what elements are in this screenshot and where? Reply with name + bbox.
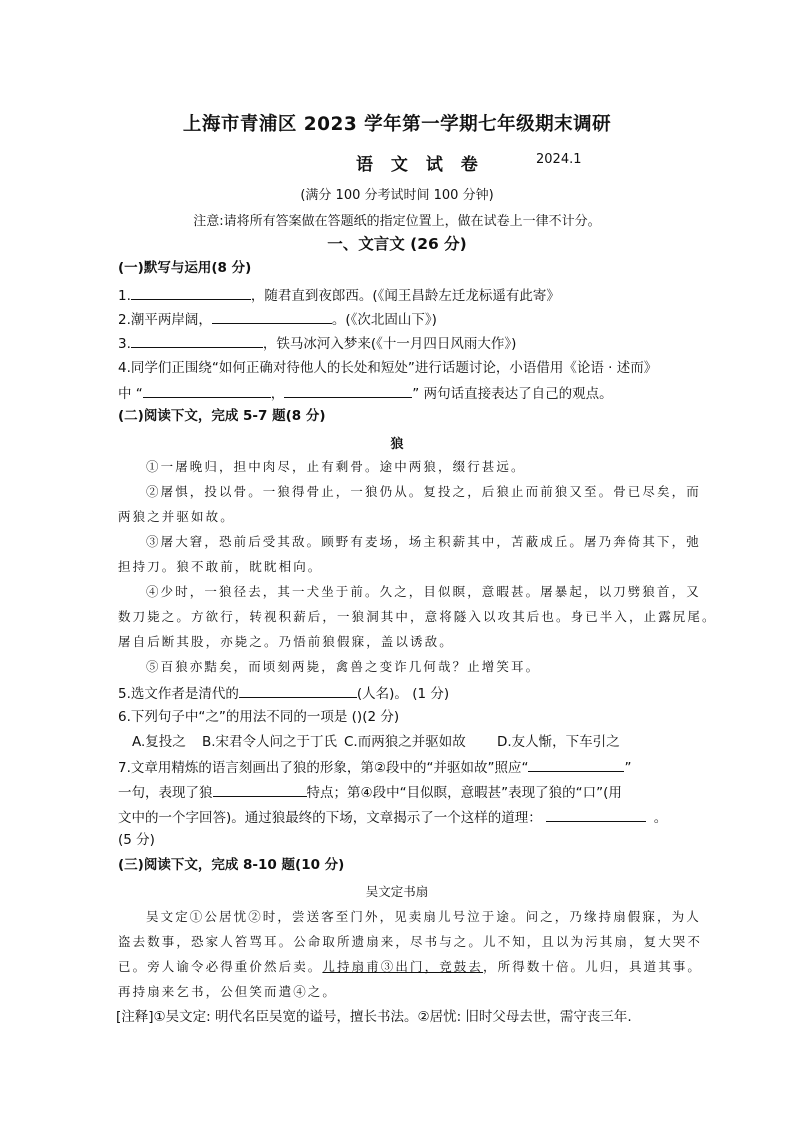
q7-line3-prefix: 文中的一个字回答)。通过狼最终的下场，文章揭示了一个这样的道理： (118, 810, 542, 826)
answer-blank[interactable] (284, 383, 412, 398)
q2-suffix: 。(《次北固山下》) (331, 312, 437, 328)
question-7-score: (5 分) (118, 832, 155, 848)
exam-subtitle: 语 文 试 卷 (356, 155, 484, 175)
option-b[interactable]: B.宋君令人问之于丁氏 (202, 734, 338, 750)
question-3 (118, 333, 516, 353)
part2-heading: (二)阅读下文，完成 5-7 题(8 分) (118, 408, 326, 424)
passage2-line3-c: ，所得数十倍。儿归，具道其事。 (483, 959, 703, 974)
answer-blank[interactable] (239, 683, 357, 698)
passage-title: 狼 (390, 437, 404, 452)
passage-line: ③屠大窘，恐前后受其敌。顾野有麦场，场主积薪其中，苫蔽成丘。屠乃奔倚其下，弛 (146, 534, 701, 549)
q4-prefix: 中 “ (118, 386, 143, 402)
section-heading: 一、文言文 (26 分) (327, 235, 467, 253)
q3-number: 3. (118, 336, 131, 352)
annotation-note: [注释]①吴文定: 明代名臣吴宽的谥号，擅长书法。②居忧: 旧时父母去世，需守丧三年. (116, 1009, 632, 1025)
question-1 (118, 285, 560, 305)
passage-line: 担持刀。狼不敢前，眈眈相向。 (118, 559, 323, 574)
score-note: (满分 100 分考试时间 100 分钟) (300, 188, 494, 203)
q1-text: ，随君直到夜郎西。(《闻王昌龄左迁龙标遥有此寄》 (250, 288, 560, 304)
q7-line2-suffix: 特点；第④段中“目似瞑，意暇甚”表现了狼的“口”(用 (306, 785, 622, 801)
passage-line: 数刀毙之。方欲行，转视积薪后，一狼洞其中，意将隧入以攻其后也。身已半入，止露尻尾。 (118, 609, 717, 624)
q1-number: 1. (118, 288, 131, 304)
passage-line: ④少时，一狼径去，其一犬坐于前。久之，目似瞑，意暇甚。屠暴起，以刀劈狼首，又 (146, 584, 701, 599)
passage-line: ⑤百狼亦黠矣，而顷刻两毙，禽兽之变诈几何哉？止增笑耳。 (146, 659, 541, 674)
question-6: 6.下列句子中“之”的用法不同的一项是 ()(2 分) (118, 709, 400, 725)
q7-line1-prefix: 7.文章用精炼的语言刻画出了狼的形象，第②段中的“并驱如故”照应“ (118, 760, 529, 776)
option-a[interactable]: A.复投之 (132, 734, 186, 750)
question-5 (118, 683, 449, 703)
exam-title: 上海市青浦区 2023 学年第一学期七年级期末调研 (182, 114, 612, 135)
part3-heading: (三)阅读下文，完成 8-10 题(10 分) (118, 857, 345, 873)
q2-text: 2.潮平两岸阔， (118, 312, 212, 328)
exam-date: 2024.1 (536, 152, 582, 167)
question-4-line-1: 4.同学们正围绕“如何正确对待他人的长处和短处”进行话题讨论，小语借用《论语 · 述而》 (118, 360, 658, 376)
q7-line1-suffix: ” (624, 760, 632, 776)
part1-heading: (一)默写与运用(8 分) (118, 260, 252, 276)
answer-blank[interactable] (212, 309, 332, 324)
option-d[interactable]: D.友人惭，下车引之 (497, 734, 620, 750)
q5-suffix: (人名)。 (1 分) (356, 686, 450, 702)
notice: 注意:请将所有答案做在答题纸的指定位置上，做在试卷上一律不计分。 (193, 214, 601, 229)
passage2-line: 盗去数事，恐家人笞骂耳。公命取所遗扇来，尽书与之。儿不知，且以为污其扇，复大哭不 (118, 934, 703, 949)
passage2-line3-a: 已。旁人谕令必得重价然后卖。 (118, 959, 323, 974)
answer-blank[interactable] (213, 782, 307, 797)
question-4-line-2 (118, 383, 613, 403)
question-7-line-3 (118, 807, 667, 827)
answer-blank[interactable] (131, 333, 263, 348)
passage-line: 两狼之并驱如故。 (118, 509, 235, 524)
passage-line: ②屠惧，投以骨。一狼得骨止，一狼仍从。复投之，后狼止而前狼又至。骨已尽矣，而 (146, 484, 701, 499)
passage2-line: 再持扇来乞书，公但笑而遣④之。 (118, 984, 338, 999)
question-2 (118, 309, 437, 329)
q4-mid: ， (270, 386, 285, 402)
passage-line: 屠自后断其股，亦毙之。乃悟前狼假寐，盖以诱敌。 (118, 634, 454, 649)
question-6-options (132, 733, 620, 751)
question-7-line-1 (118, 757, 631, 777)
passage2-line (118, 958, 702, 976)
answer-blank[interactable] (131, 285, 251, 300)
q3-text: ，铁马冰河入梦来(《十一月四日风雨大作》) (262, 336, 517, 352)
answer-blank[interactable] (528, 757, 624, 772)
passage2-line: 吴文定①公居忧②时，尝送客至门外，见卖扇儿号泣于途。问之，乃缘持扇假寐，为人 (146, 909, 701, 924)
q4-suffix: ” 两句话直接表达了自己的观点。 (412, 386, 613, 402)
passage2-title: 吴文定书扇 (365, 884, 429, 899)
q5-prefix: 5.选文作者是清代的 (118, 686, 239, 702)
question-7-line-2 (118, 782, 622, 802)
passage-line: ①一屠晚归，担中肉尽，止有剩骨。途中两狼，缀行甚远。 (146, 459, 526, 474)
answer-blank[interactable] (143, 383, 271, 398)
answer-blank[interactable] (546, 807, 646, 822)
q7-line2-prefix: 一句，表现了狼 (118, 785, 213, 801)
q7-line3-suffix: 。 (653, 810, 668, 826)
passage2-underlined: 儿持扇甫③出门，竞鼓去 (322, 959, 484, 974)
option-c[interactable]: C.而两狼之并驱如故 (344, 734, 466, 750)
